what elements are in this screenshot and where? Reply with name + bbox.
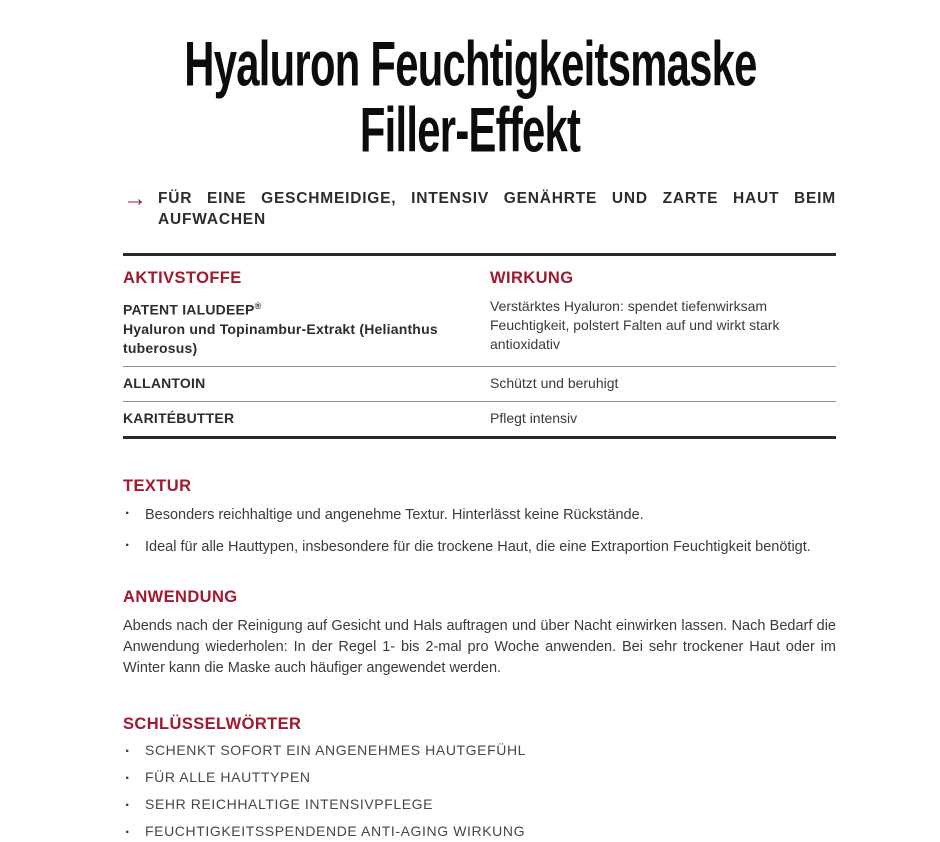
effect-cell: Pflegt intensiv <box>490 409 578 426</box>
ingredient-subtitle: Hyaluron und Topinambur-Extrakt (Helianthus tuberosus) <box>123 320 438 356</box>
ingredients-table <box>123 253 836 439</box>
list-item-text: FEUCHTIGKEITSSPENDENDE ANTI-AGING WIRKUNG <box>145 822 526 839</box>
ingredient-title: PATENT IALUDEEP <box>123 301 255 318</box>
anwendung-text: Abends nach der Reinigung auf Gesicht und Hals auftragen und über Nacht einwirken lassen. Nach Bedarf die Anwendung wiederholen: In der Regel 1- bis 2-mal pro Woche anwenden. Bei sehr trockener Haut oder im Winter kann die Maske auch häufiger angewendet werden. <box>123 617 836 676</box>
arrow-right-icon: → <box>123 185 147 212</box>
textur-list <box>123 505 836 558</box>
page-title <box>0 29 940 166</box>
registered-trademark-symbol: ® <box>254 301 262 311</box>
list-item-text: Besonders reichhaltige und angenehme Textur. Hinterlässt keine Rückstände. <box>145 506 644 523</box>
ingredient-name <box>123 297 478 320</box>
section-heading: SCHLÜSSELWÖRTER <box>123 714 302 733</box>
active-ingredient-cell <box>123 402 490 436</box>
table-header-row <box>123 256 836 290</box>
column-header-wirkung: WIRKUNG <box>490 269 574 287</box>
list-item-text: SEHR REICHHALTIGE INTENSIVPFLEGE <box>145 795 434 812</box>
list-item <box>123 797 836 815</box>
section-anwendung <box>123 588 836 679</box>
bullet-icon: · <box>125 769 131 787</box>
list-item <box>123 537 836 558</box>
bullet-icon: · <box>125 796 131 814</box>
bullet-icon: · <box>125 742 131 760</box>
bullet-icon: · <box>125 823 131 841</box>
list-item-text: Ideal für alle Hauttypen, insbesondere für die trockene Haut, die eine Extraportion Feuchtigkeit benötigt. <box>145 538 811 555</box>
list-item <box>123 824 836 842</box>
list-item <box>123 505 836 526</box>
ingredient-name: ALLANTOIN <box>123 374 206 391</box>
product-sheet <box>0 29 940 841</box>
list-item-text: SCHENKT SOFORT EIN ANGENEHMES HAUTGEFÜHL <box>145 741 527 758</box>
table-row <box>123 290 836 367</box>
table-row <box>123 367 836 402</box>
section-heading: TEXTUR <box>123 476 192 495</box>
list-item <box>123 743 836 761</box>
benefit-text: FÜR EINE GESCHMEIDIGE, INTENSIV GENÄHRTE UND ZARTE HAUT BEIM AUFWACHEN <box>158 190 836 228</box>
section-schluesselwoerter <box>123 715 836 842</box>
keywords-list <box>123 743 836 842</box>
benefit-statement <box>123 185 836 230</box>
effect-cell: Schützt und beruhigt <box>490 374 619 391</box>
ingredient-name: KARITÉBUTTER <box>123 409 235 426</box>
product-title-line1: Hyaluron Feuchtigkeitsmaske <box>183 29 757 100</box>
effect-cell: Verstärktes Hyaluron: spendet tiefenwirksam Feuchtigkeit, polstert Falten auf und wirkt stark antioxidativ <box>490 298 780 352</box>
bullet-icon: · <box>125 504 131 522</box>
content-column <box>123 185 836 842</box>
active-ingredient-cell <box>123 367 490 401</box>
list-item <box>123 770 836 788</box>
section-textur <box>123 477 836 558</box>
bullet-icon: · <box>125 536 131 554</box>
column-header-aktivstoffe: AKTIVSTOFFE <box>123 269 242 287</box>
section-heading: ANWENDUNG <box>123 587 238 606</box>
product-title-line2: Filler-Effekt <box>359 95 581 166</box>
list-item-text: FÜR ALLE HAUTTYPEN <box>145 768 311 785</box>
table-row <box>123 402 836 436</box>
active-ingredient-cell <box>123 290 490 366</box>
